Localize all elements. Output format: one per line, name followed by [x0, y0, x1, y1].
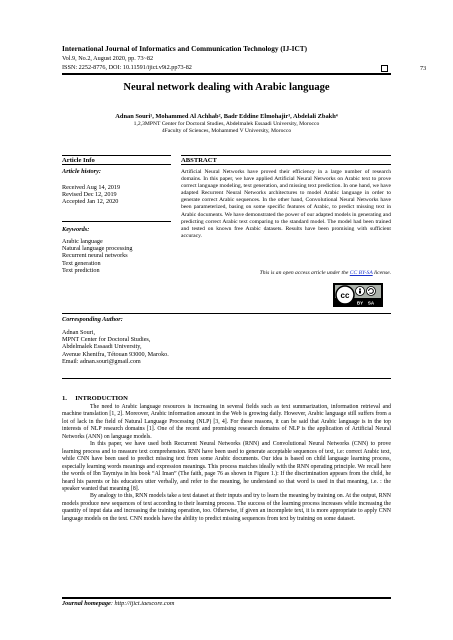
keyword: Text prediction	[62, 266, 100, 274]
keyword: Arabic language	[62, 238, 103, 245]
keyword: Text generation	[62, 259, 101, 267]
keyword: Recurrent neural networks	[62, 252, 128, 260]
keywords-rule	[62, 221, 171, 222]
article-info-top-rule	[62, 155, 171, 156]
cc-main-text: cc	[340, 291, 350, 300]
abstract-head-rule	[181, 164, 391, 165]
paper-title: Neural network dealing with Arabic language	[123, 82, 330, 93]
article-history	[62, 184, 120, 206]
corresponding-line: MPNT Center for Doctoral Studies,	[62, 336, 151, 344]
intro-paragraph-2: In this paper, we have used both Recurrent Neural Networks (RNN) and Convolutional Neural Networks (CNN) to prove learning process and to measure text comprehension. RNN have been used to generate acceptable sequences of text, i.e: correct Arabic text, while CNN have been used to predict missing text from some Arabic documents. Our idea is based on child language learning process, especially learning words meanings and expression meanings. This process matches ideally with the RNN operating principle. We recall here the words of Ibn Taymiya in his book “Al Iman” (The faith, page 76 as shown in Figure 1.): If the discrimination appears from the child, he heard his parents or his educators utter verbally, and refer to the meaning, he understand so that word is used in that meaning, i.e. : the speaker wanted that meaning [8].	[62, 441, 391, 492]
keywords-list	[62, 238, 132, 274]
homepage-label: Journal homepage	[62, 600, 111, 607]
corresponding-bottom-rule	[62, 378, 391, 379]
cc-by-sa-badge[interactable]	[333, 283, 383, 307]
license-link[interactable]: CC BY-SA	[349, 270, 373, 276]
revised-date: Revised Dec 12, 2019	[62, 191, 117, 199]
cc-sa-text: SA	[367, 300, 375, 306]
homepage-url[interactable]: : http://ijict.iaescore.com	[110, 600, 175, 607]
page-number-block	[381, 65, 426, 72]
abstract-text: Artificial Neural Networks have proved their efficiency in a large number of research domains. In this paper, we have applied Artificial Neural Networks on Arabic text to prove correct language modeling, text generation, and missing text prediction. In one hand, we have adapted Recurrent Neural Networks architectures to model Arabic language in order to generate correct Arabic sequences. In the other hand, Convolutional Neural Networks have been parameterized, basing on some specific features of Arabic, to predict missing text in Arabic documents. We have demonstrated the power of our adapted models in generating and predicting correct Arabic text comparing to the standard model. The model had been trained and tested on known free Arabic datasets. Results have been promising with sufficient accuracy.	[181, 169, 391, 239]
keywords-heading: Keywords:	[62, 226, 90, 233]
license-prefix: This is an open access article under the	[259, 270, 350, 276]
corresponding-top-rule	[62, 313, 391, 314]
received-date: Received Aug 14, 2019	[62, 184, 121, 191]
license-suffix: license.	[372, 270, 391, 276]
cc-by-text: BY	[356, 300, 364, 306]
introduction-body	[62, 404, 391, 523]
page-number: 73	[420, 65, 427, 72]
accepted-date: Accepted Jan 12, 2020	[62, 198, 119, 206]
keyword: Natural language processing	[62, 245, 133, 253]
journal-volume: Vol.9, No.2, August 2020, pp. 73~82	[62, 55, 154, 62]
intro-paragraph-1: The need to Arabic language resources is increasing in several fields such as text summarization, information retrieval and machine translation [1, 2]. Moreover, Arabic information amount in the Web is growing daily. However, Arabic language still suffers from a lot of lack in the field of Natural Language Processing (NLP) [3, 4]. For these reasons, it can be said that Arabic language is in the top interests of NLP research domains [1]. One of the recent and promising research domains of NLP is the application of Artificial Neural Networks (ANN) on language models.	[62, 404, 391, 440]
article-info-heading: Article Info	[62, 157, 95, 164]
intro-paragraph-3: By analogy to this, RNN models take a text dataset at their inputs and try to learn the meaning by training on. At the output, RNN models produce new sequences of text according to their learning process. The success of the learning process increases while increasing the quantity of input data and increasing the training operation, too. Otherwise, if given an incomplete text, it is more appropriate to apply CNN language models on the text. CNN models have the ability to predict missing sequences from text by training on some dataset.	[62, 493, 391, 522]
header-rule	[62, 73, 391, 75]
corresponding-heading: Corresponding Author:	[62, 316, 123, 323]
license-statement	[181, 270, 391, 276]
abstract-top-rule	[181, 155, 391, 156]
affiliation-2: 4Faculty of Sciences, Mohammed V University, Morocco	[161, 128, 292, 134]
corresponding-details	[62, 329, 169, 365]
journal-issn: ISSN: 2252-8776, DOI: 10.11591/ijict.v9i2.pp73-82	[62, 64, 192, 71]
affiliation-1: 1,2,3MPNT Center for Doctoral Studies, Abdelmalek Essaadi University, Morocco	[133, 121, 320, 127]
corresponding-email: Email: adnan.souri@gmail.com	[62, 357, 141, 365]
article-history-heading: Article history:	[62, 168, 102, 175]
cc-logo-icon	[334, 284, 382, 306]
introduction-heading: 1. INTRODUCTION	[62, 395, 128, 402]
paper-authors: Adnan Souri¹, Mohammed Al Achhab², Badr Eddine Elmohajir³, Abdelali Zbakh⁴	[115, 113, 338, 120]
journal-name: International Journal of Informatics and Communication Technology (IJ-ICT)	[62, 44, 308, 53]
abstract-heading: ABSTRACT	[181, 157, 217, 164]
article-info-head-rule	[62, 164, 171, 165]
corresponding-line: Avenue Khenifra, Tétouan 93000, Maroko.	[62, 350, 169, 358]
corresponding-line: Abdelmalek Essaadi University,	[62, 343, 142, 351]
square-bullet-icon	[381, 65, 388, 72]
journal-homepage	[62, 600, 174, 607]
corresponding-line: Adnan Souri,	[62, 329, 95, 336]
footer-rule	[62, 597, 391, 599]
